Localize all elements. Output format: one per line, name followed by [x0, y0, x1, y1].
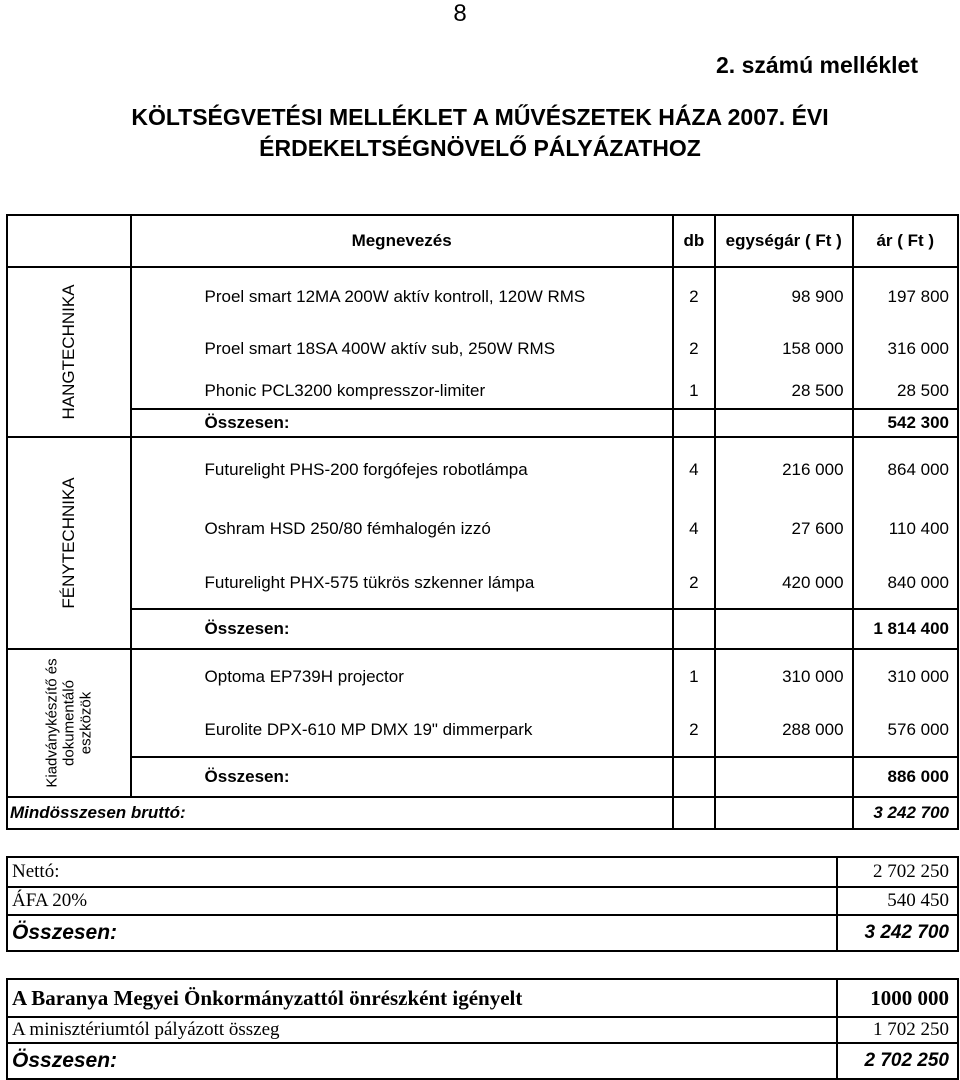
summary-funding — [6, 978, 959, 1080]
subtotal-label: Összesen: — [131, 757, 673, 797]
item-db: 2 — [673, 325, 715, 373]
subtotal-row — [7, 409, 958, 437]
item-unit-price: 158 000 — [715, 325, 853, 373]
empty-cell — [715, 757, 853, 797]
baranya-label: A Baranya Megyei Önkormányzattól önrészként igényelt — [7, 979, 837, 1017]
item-price: 840 000 — [853, 557, 958, 609]
item-name: Proel smart 18SA 400W aktív sub, 250W RMS — [131, 325, 673, 373]
item-name: Phonic PCL3200 kompresszor-limiter — [131, 373, 673, 409]
table-row — [7, 703, 958, 757]
table-row — [7, 649, 958, 703]
item-unit-price: 288 000 — [715, 703, 853, 757]
item-price: 310 000 — [853, 649, 958, 703]
item-db: 4 — [673, 437, 715, 501]
category-label-line: Kiadványkészítő és — [43, 658, 61, 788]
item-unit-price: 310 000 — [715, 649, 853, 703]
item-unit-price: 216 000 — [715, 437, 853, 501]
page-title-line2: ÉRDEKELTSÉGNÖVELŐ PÁLYÁZATHOZ — [259, 135, 701, 161]
funding-total-label: Összesen: — [7, 1043, 837, 1079]
item-price: 28 500 — [853, 373, 958, 409]
summary-total-label: Összesen: — [7, 915, 837, 951]
empty-cell — [715, 797, 853, 829]
subtotal-value: 542 300 — [853, 409, 958, 437]
category-kiadvanykeszito — [7, 649, 131, 797]
category-label-line: dokumentáló — [60, 680, 78, 766]
item-db: 2 — [673, 267, 715, 325]
item-db: 4 — [673, 501, 715, 557]
funding-total-value: 2 702 250 — [837, 1043, 958, 1079]
summary-total-value: 3 242 700 — [837, 915, 958, 951]
netto-value: 2 702 250 — [837, 857, 958, 887]
table-row — [7, 437, 958, 501]
item-db: 2 — [673, 703, 715, 757]
item-db: 2 — [673, 557, 715, 609]
page-number: 8 — [453, 0, 467, 27]
afa-label: ÁFA 20% — [7, 887, 837, 915]
item-name: Proel smart 12MA 200W aktív kontroll, 120W RMS — [131, 267, 673, 325]
ministry-label: A minisztériumtól pályázott összeg — [7, 1017, 837, 1043]
item-unit-price: 27 600 — [715, 501, 853, 557]
summary-row — [7, 979, 958, 1017]
category-label: FÉNYTECHNIKA — [58, 477, 78, 609]
header-price: ár ( Ft ) — [853, 215, 958, 267]
summary-row — [7, 857, 958, 887]
header-unit-price: egységár ( Ft ) — [715, 215, 853, 267]
summary-net-vat — [6, 856, 959, 952]
empty-cell — [673, 409, 715, 437]
category-fenytechnika — [7, 437, 131, 649]
header-empty-cell — [7, 215, 131, 267]
grand-total-label: Mindösszesen bruttó: — [7, 797, 673, 829]
item-db: 1 — [673, 373, 715, 409]
table-row — [7, 557, 958, 609]
item-price: 110 400 — [853, 501, 958, 557]
category-hangtechnika — [7, 267, 131, 437]
category-label-line: eszközök — [77, 691, 95, 755]
item-name: Futurelight PHX-575 tükrös szkenner lámpa — [131, 557, 673, 609]
subtotal-label: Összesen: — [131, 409, 673, 437]
category-label: HANGTECHNIKA — [58, 284, 78, 420]
table-row — [7, 267, 958, 325]
item-unit-price: 420 000 — [715, 557, 853, 609]
item-price: 316 000 — [853, 325, 958, 373]
summary-row — [7, 887, 958, 915]
ministry-value: 1 702 250 — [837, 1017, 958, 1043]
page-title-line1: KÖLTSÉGVETÉSI MELLÉKLET A MŰVÉSZETEK HÁZA 2007. ÉVI — [131, 104, 829, 130]
empty-cell — [715, 409, 853, 437]
summary-row — [7, 915, 958, 951]
item-price: 864 000 — [853, 437, 958, 501]
grand-total-value: 3 242 700 — [853, 797, 958, 829]
item-name: Optoma EP739H projector — [131, 649, 673, 703]
baranya-value: 1000 000 — [837, 979, 958, 1017]
item-name: Oshram HSD 250/80 fémhalogén izzó — [131, 501, 673, 557]
empty-cell — [673, 797, 715, 829]
category-label — [43, 658, 94, 787]
summary-row — [7, 1043, 958, 1079]
grand-total-row — [7, 797, 958, 829]
subtotal-row — [7, 757, 958, 797]
table-header-row — [7, 215, 958, 267]
item-price: 197 800 — [853, 267, 958, 325]
empty-cell — [673, 757, 715, 797]
header-db: db — [673, 215, 715, 267]
item-unit-price: 28 500 — [715, 373, 853, 409]
budget-table — [6, 214, 959, 830]
item-unit-price: 98 900 — [715, 267, 853, 325]
empty-cell — [715, 609, 853, 649]
annex-label: 2. számú melléklet — [716, 52, 918, 78]
subtotal-value: 1 814 400 — [853, 609, 958, 649]
netto-label: Nettó: — [7, 857, 837, 887]
item-name: Eurolite DPX-610 MP DMX 19" dimmerpark — [131, 703, 673, 757]
item-db: 1 — [673, 649, 715, 703]
header-name: Megnevezés — [131, 215, 673, 267]
subtotal-row — [7, 609, 958, 649]
table-row — [7, 373, 958, 409]
item-price: 576 000 — [853, 703, 958, 757]
item-name: Futurelight PHS-200 forgófejes robotlámpa — [131, 437, 673, 501]
afa-value: 540 450 — [837, 887, 958, 915]
summary-row — [7, 1017, 958, 1043]
table-row — [7, 325, 958, 373]
subtotal-value: 886 000 — [853, 757, 958, 797]
empty-cell — [673, 609, 715, 649]
table-row — [7, 501, 958, 557]
subtotal-label: Összesen: — [131, 609, 673, 649]
